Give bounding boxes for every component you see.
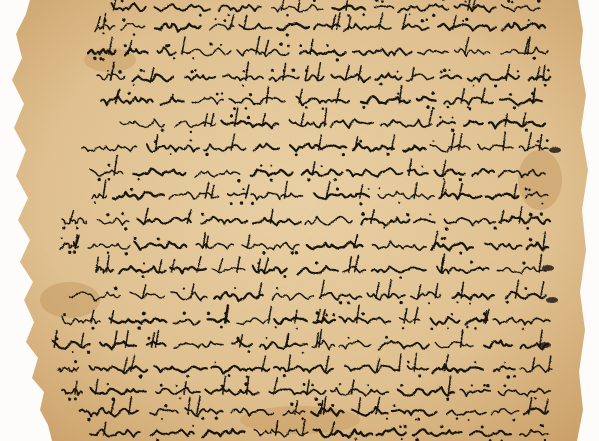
ink-dot xyxy=(134,237,137,240)
ink-dot xyxy=(406,213,409,216)
ink-dot xyxy=(527,19,529,21)
ink-dot xyxy=(140,69,143,72)
ink-dot xyxy=(87,350,90,353)
ink-dot xyxy=(63,313,66,316)
ink-dot xyxy=(124,44,127,47)
ink-dot xyxy=(183,287,185,289)
ink-dot xyxy=(547,69,550,72)
ink-dot xyxy=(339,301,342,304)
ink-dot xyxy=(535,397,537,399)
ink-dot xyxy=(224,312,227,315)
ink-dot xyxy=(387,153,390,156)
ink-dot xyxy=(230,202,233,205)
ink-dot xyxy=(143,262,145,264)
ink-dot xyxy=(331,404,334,407)
ink-dot xyxy=(137,326,141,330)
ink-dot xyxy=(459,251,462,254)
ink-dot xyxy=(286,33,289,36)
ink-dot xyxy=(511,1,514,4)
ink-dot xyxy=(433,140,435,142)
ink-dot xyxy=(468,419,470,421)
ink-dot xyxy=(133,84,135,86)
ink-dot xyxy=(170,153,172,155)
ink-dot xyxy=(456,301,458,303)
ink-dot xyxy=(316,311,320,315)
ink-dot xyxy=(474,327,477,330)
ink-dot xyxy=(106,213,109,216)
ink-dot xyxy=(233,107,236,110)
ink-dot xyxy=(443,69,446,72)
ink-dot xyxy=(443,237,446,240)
ink-dot xyxy=(326,44,328,46)
ink-blot xyxy=(542,265,554,271)
ink-blot xyxy=(549,147,561,153)
ink-dot xyxy=(402,327,404,329)
ink-dot xyxy=(428,302,430,304)
ink-dot xyxy=(221,92,223,94)
ink-dot xyxy=(362,312,365,315)
ink-dot xyxy=(446,398,449,401)
ink-dot xyxy=(305,69,308,72)
ink-dot xyxy=(244,383,247,386)
ink-dot xyxy=(107,383,109,385)
ink-dot xyxy=(74,360,77,363)
ink-dot xyxy=(74,398,77,401)
ink-dot xyxy=(325,314,328,317)
ink-dot xyxy=(315,261,318,264)
ink-dot xyxy=(247,116,250,119)
ink-dot xyxy=(307,178,310,181)
ink-dot xyxy=(429,213,431,215)
ink-dot xyxy=(116,155,118,157)
ink-dot xyxy=(509,93,512,96)
ink-dot xyxy=(540,212,543,215)
ink-dot xyxy=(286,14,289,17)
ink-dot xyxy=(143,70,145,72)
ink-dot xyxy=(296,327,298,329)
ink-dot xyxy=(321,165,323,167)
ink-dot xyxy=(68,251,71,254)
ink-dot xyxy=(190,139,192,141)
ink-dot xyxy=(157,237,160,240)
ink-dot xyxy=(525,129,528,132)
ink-dot xyxy=(483,384,486,387)
ink-dot xyxy=(504,384,507,387)
ink-dot xyxy=(221,385,224,388)
ink-dot xyxy=(201,213,204,216)
ink-dot xyxy=(214,361,216,363)
ink-dot xyxy=(393,404,396,407)
ink-dot xyxy=(342,153,345,156)
ink-dot xyxy=(462,20,464,22)
ink-dot xyxy=(228,374,231,377)
ink-dot xyxy=(242,84,244,86)
ink-dot xyxy=(290,403,293,406)
ink-dot xyxy=(99,57,102,60)
ink-dot xyxy=(128,92,131,95)
ink-dot xyxy=(283,374,286,377)
ink-dot xyxy=(234,287,236,289)
ink-dot xyxy=(108,178,111,181)
ink-dot xyxy=(245,107,248,110)
ink-blot xyxy=(539,342,551,348)
ink-dot xyxy=(260,164,262,166)
ink-dot xyxy=(528,189,530,191)
ink-dot xyxy=(172,94,174,96)
ink-dot xyxy=(179,397,181,399)
ink-dot xyxy=(403,425,406,428)
ink-dot xyxy=(266,337,268,339)
ink-dot xyxy=(465,18,468,21)
ink-dot xyxy=(474,361,476,363)
ink-dot xyxy=(385,336,388,339)
ink-dot xyxy=(216,93,219,96)
ink-dot xyxy=(220,44,222,46)
ink-dot xyxy=(512,418,515,421)
ink-dot xyxy=(102,32,104,34)
ink-dot xyxy=(246,69,249,72)
ink-dot xyxy=(61,237,63,239)
ink-dot xyxy=(399,426,402,429)
ink-dot xyxy=(531,92,534,95)
ink-dot xyxy=(359,202,362,205)
ink-dot xyxy=(311,384,314,387)
ink-dot xyxy=(199,14,202,17)
ink-dot xyxy=(504,362,506,364)
ink-dot xyxy=(536,140,539,143)
ink-dot xyxy=(367,384,369,386)
ink-dot xyxy=(242,188,244,190)
ink-dot xyxy=(336,58,339,61)
ink-dot xyxy=(236,337,239,340)
ink-dot xyxy=(451,313,453,315)
ink-dot xyxy=(494,84,497,87)
ink-dot xyxy=(332,313,335,316)
ink-dot xyxy=(63,226,66,229)
ink-dot xyxy=(183,312,186,315)
ink-dot xyxy=(368,188,370,190)
ink-dot xyxy=(249,93,252,96)
ink-dot xyxy=(287,44,290,47)
ink-dot xyxy=(194,69,196,71)
ink-dot xyxy=(421,19,424,22)
ink-dot xyxy=(68,398,71,401)
ink-dot xyxy=(114,287,118,291)
ink-dot xyxy=(469,303,471,305)
ink-dot xyxy=(299,44,302,47)
ink-dot xyxy=(459,178,462,181)
ink-dot xyxy=(291,251,294,254)
ink-dot xyxy=(456,417,459,420)
ink-dot xyxy=(540,424,543,427)
ink-dot xyxy=(130,188,133,191)
ink-dot xyxy=(209,42,212,45)
ink-dot xyxy=(529,213,533,217)
ink-dot xyxy=(124,227,127,230)
ink-dot xyxy=(107,70,109,72)
ink-dot xyxy=(439,116,441,118)
ink-dot xyxy=(173,57,175,59)
ink-dot xyxy=(464,0,466,2)
ink-dot xyxy=(432,107,435,110)
ink-dot xyxy=(93,57,97,61)
ink-dot xyxy=(295,251,298,254)
ink-dot xyxy=(380,83,383,86)
ink-dot xyxy=(525,287,528,290)
ink-dot xyxy=(483,312,486,315)
ink-dot xyxy=(440,425,443,428)
ink-dot xyxy=(87,418,90,421)
ink-dot xyxy=(147,337,150,340)
ink-dot xyxy=(471,384,473,386)
ink-dot xyxy=(201,417,204,420)
ink-dot xyxy=(481,426,484,429)
ink-dot xyxy=(355,438,358,441)
ink-dot xyxy=(237,179,241,183)
ink-dot xyxy=(103,19,106,22)
ink-dot xyxy=(401,438,403,440)
ink-dot xyxy=(107,164,110,167)
ink-dot xyxy=(91,327,94,330)
ink-dot xyxy=(94,201,96,203)
ink-dot xyxy=(262,251,265,254)
ink-dot xyxy=(279,42,282,45)
ink-dot xyxy=(472,85,474,87)
ink-dot xyxy=(257,262,259,264)
ink-dot xyxy=(142,312,146,316)
ink-dot xyxy=(347,14,350,17)
ink-dot xyxy=(506,301,509,304)
ink-dot xyxy=(447,327,449,329)
ink-dot xyxy=(517,70,519,72)
ink-dot xyxy=(215,417,218,420)
ink-dot xyxy=(397,71,399,73)
ink-dot xyxy=(186,375,189,378)
ink-dot xyxy=(447,106,449,108)
ink-dot xyxy=(76,227,79,230)
ink-dot xyxy=(426,106,429,109)
ink-dot xyxy=(167,44,170,47)
ink-dot xyxy=(378,187,380,189)
ink-dot xyxy=(224,19,227,22)
ink-dot xyxy=(400,384,403,387)
ink-dot xyxy=(398,202,400,204)
ink-dot xyxy=(431,92,434,95)
ink-dot xyxy=(386,418,388,420)
ink-dot xyxy=(230,114,233,117)
ink-dot xyxy=(348,337,350,339)
ink-dot xyxy=(107,251,109,253)
ink-dot xyxy=(361,212,364,215)
ink-dot xyxy=(399,301,402,304)
ink-dot xyxy=(469,107,472,110)
ink-dot xyxy=(336,188,339,191)
ink-dot xyxy=(270,165,272,167)
ink-dot xyxy=(72,351,74,353)
ink-dot xyxy=(430,328,433,331)
ink-dot xyxy=(160,384,163,387)
ink-dot xyxy=(440,71,443,74)
ink-dot xyxy=(507,375,511,379)
ink-dot xyxy=(399,276,402,279)
ink-dot xyxy=(227,14,229,16)
ink-dot xyxy=(421,165,423,167)
ink-dot xyxy=(381,0,384,3)
ink-dot xyxy=(383,227,385,229)
ink-dot xyxy=(529,238,532,241)
ink-dot xyxy=(275,326,277,328)
ink-dot xyxy=(418,374,421,377)
ink-dot xyxy=(513,375,516,378)
ink-dot xyxy=(98,178,101,181)
ink-dot xyxy=(276,287,278,289)
ink-dot xyxy=(207,312,210,315)
ink-dot xyxy=(295,153,298,156)
ink-dot xyxy=(192,425,194,427)
ink-dot xyxy=(102,58,105,61)
ink-dot xyxy=(121,212,124,215)
ink-dot xyxy=(118,70,122,74)
ink-dot xyxy=(467,106,469,108)
ink-dot xyxy=(322,107,324,109)
ink-dot xyxy=(192,57,194,59)
ink-dot xyxy=(243,70,245,72)
ink-dot xyxy=(407,361,409,363)
ink-dot xyxy=(283,275,286,278)
ink-dot xyxy=(441,237,444,240)
ink-dot xyxy=(122,18,125,21)
ink-dot xyxy=(142,275,145,278)
ink-dot xyxy=(339,383,341,385)
ink-dot xyxy=(493,226,496,229)
ink-dot xyxy=(443,178,445,180)
ink-dot xyxy=(188,213,190,215)
ink-dot xyxy=(448,69,450,71)
ink-dot xyxy=(292,69,296,73)
ink-dot xyxy=(359,140,362,143)
ink-dot xyxy=(445,227,449,231)
ink-dot xyxy=(513,106,516,109)
ink-dot xyxy=(164,404,167,407)
ink-dot xyxy=(415,419,417,421)
ink-dot xyxy=(176,385,178,387)
ink-dot xyxy=(425,18,428,21)
ink-dot xyxy=(522,262,525,265)
ink-dot xyxy=(240,201,243,204)
ink-dot xyxy=(251,202,254,205)
ink-dot xyxy=(347,301,350,304)
ink-dot xyxy=(305,106,308,109)
ink-dot xyxy=(410,164,412,166)
ink-dot xyxy=(334,178,337,181)
ink-dot xyxy=(139,374,142,377)
ink-dot xyxy=(205,153,208,156)
ink-dot xyxy=(466,326,468,328)
ink-dot xyxy=(271,69,274,72)
ink-dot xyxy=(73,251,76,254)
ink-dot xyxy=(220,326,223,329)
ink-dot xyxy=(470,261,473,264)
ink-dot xyxy=(270,179,273,182)
ink-dot xyxy=(55,337,58,340)
ink-dot xyxy=(362,13,365,16)
ink-dot xyxy=(190,70,193,73)
ink-dot xyxy=(315,398,318,401)
ink-dot xyxy=(486,384,489,387)
ink-dot xyxy=(125,252,128,255)
ink-dot xyxy=(451,129,455,133)
ink-dot xyxy=(452,117,454,119)
ink-dot xyxy=(190,131,192,133)
ink-dot xyxy=(301,417,303,419)
ink-dot xyxy=(248,350,251,353)
ink-dot xyxy=(525,188,528,191)
ink-dot xyxy=(417,418,420,421)
ink-dot xyxy=(215,18,217,20)
ink-dot xyxy=(533,57,536,60)
ink-dot xyxy=(409,13,411,15)
ink-dot xyxy=(541,203,543,205)
ink-dot xyxy=(321,404,323,406)
ink-dot xyxy=(445,189,447,191)
ink-dot xyxy=(161,418,163,420)
ink-dot xyxy=(544,84,547,87)
ink-dot xyxy=(362,106,365,109)
ink-dot xyxy=(397,93,399,95)
ink-dot xyxy=(302,352,304,354)
ink-dot xyxy=(137,178,139,180)
ink-dot xyxy=(283,69,286,72)
ink-dot xyxy=(133,33,135,35)
ink-dot xyxy=(154,140,157,143)
ink-dot xyxy=(303,383,306,386)
ink-dot xyxy=(161,129,164,132)
ink-dot xyxy=(432,14,435,17)
ink-dot xyxy=(526,227,529,230)
ink-dot xyxy=(522,328,524,330)
ink-dot xyxy=(546,139,549,142)
ink-blot xyxy=(546,297,558,303)
